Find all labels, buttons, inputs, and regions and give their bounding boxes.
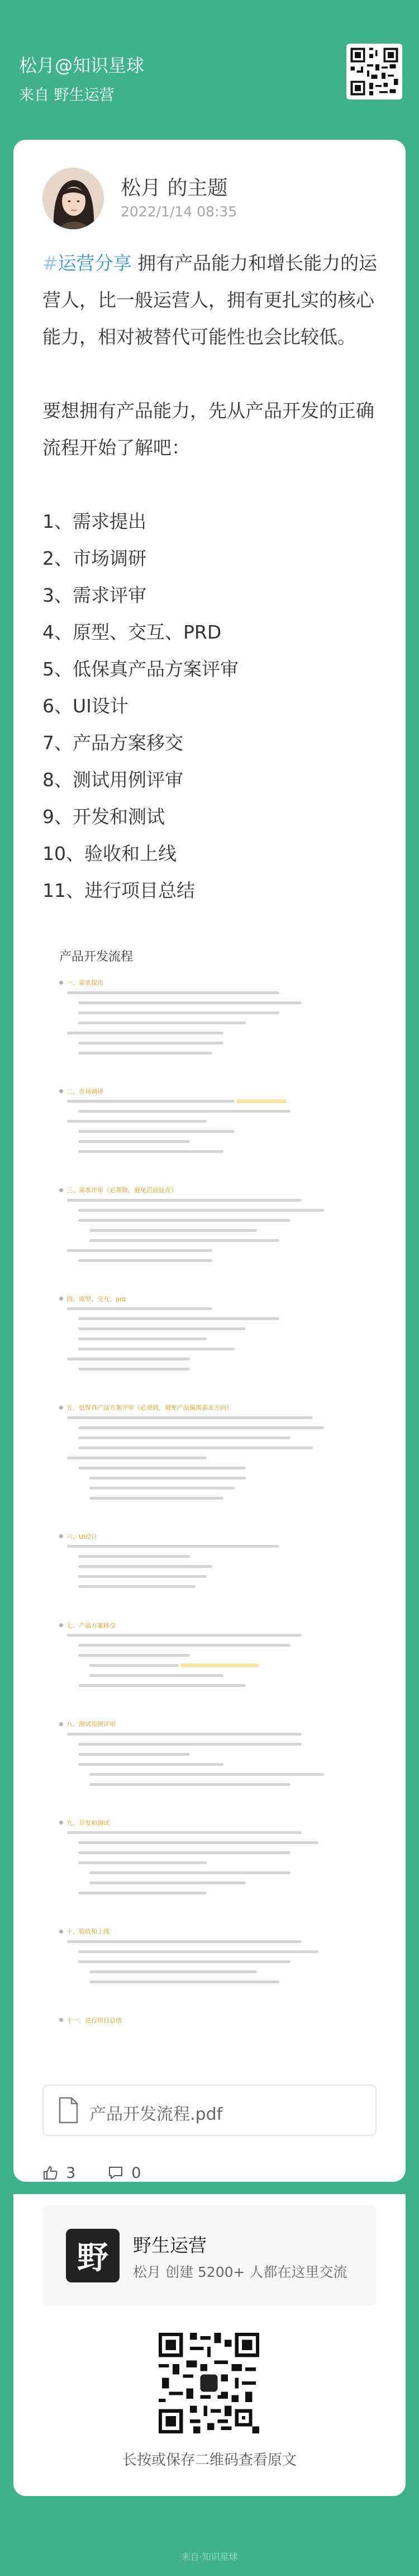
doc-text-placeholder bbox=[89, 1773, 324, 1776]
doc-text-placeholder bbox=[67, 1416, 313, 1419]
doc-section-title: 五、低保真产品方案评审（必须做，避免产品偏离需求方向） bbox=[66, 1404, 232, 1412]
doc-text-line bbox=[67, 1630, 372, 1641]
group-section bbox=[13, 2194, 406, 2496]
doc-text-placeholder bbox=[67, 1545, 279, 1548]
doc-text-line bbox=[78, 1422, 372, 1433]
doc-text-placeholder bbox=[78, 1327, 246, 1330]
doc-text-placeholder bbox=[78, 1426, 324, 1429]
doc-text-placeholder bbox=[89, 1871, 291, 1874]
doc-text-placeholder bbox=[78, 1447, 313, 1449]
doc-text-placeholder bbox=[78, 1753, 190, 1756]
comment-count: 0 bbox=[131, 2164, 141, 2182]
bullet-icon bbox=[59, 1089, 63, 1093]
doc-text-line bbox=[78, 1205, 372, 1215]
doc-section-header bbox=[59, 1086, 372, 1096]
doc-text-line bbox=[67, 1453, 372, 1463]
doc-text-line bbox=[78, 1888, 372, 1898]
doc-text-placeholder bbox=[78, 1130, 235, 1133]
topic-card bbox=[13, 140, 406, 2182]
doc-text-placeholder bbox=[78, 1892, 207, 1894]
doc-text-line bbox=[67, 987, 372, 998]
doc-section-title: 四、原型、交互、prd bbox=[66, 1295, 126, 1303]
bullet-icon bbox=[59, 1930, 63, 1934]
doc-text-placeholder bbox=[67, 1100, 235, 1103]
step-item: 1、需求提出 bbox=[42, 511, 146, 532]
doc-section-title: 一、需求提出 bbox=[66, 979, 103, 986]
doc-text-line bbox=[78, 1334, 372, 1344]
doc-text-line bbox=[67, 1354, 372, 1364]
page-header bbox=[0, 0, 419, 129]
doc-text-placeholder bbox=[67, 1733, 302, 1736]
doc-text-line bbox=[78, 1946, 372, 1956]
doc-text-line bbox=[67, 1117, 372, 1127]
comment-icon bbox=[108, 2165, 123, 2181]
doc-text-line bbox=[89, 1671, 372, 1681]
doc-text-line bbox=[78, 1463, 372, 1473]
bullet-icon bbox=[59, 1623, 63, 1627]
doc-text-placeholder bbox=[78, 1001, 302, 1004]
doc-text-line bbox=[67, 1542, 372, 1552]
doc-text-placeholder bbox=[78, 1219, 291, 1222]
doc-text-line bbox=[67, 1412, 372, 1422]
doc-section bbox=[59, 1532, 372, 1592]
doc-text-placeholder bbox=[78, 1317, 279, 1320]
step-item: 9、开发和测试 bbox=[42, 806, 165, 828]
doc-section-title: 三、需求评审（必须做，避免后面扯皮） bbox=[66, 1187, 177, 1194]
group-card[interactable] bbox=[42, 2205, 377, 2306]
doc-text-placeholder bbox=[89, 1674, 223, 1677]
doc-text-placeholder bbox=[78, 1861, 207, 1864]
doc-text-line bbox=[67, 1195, 372, 1205]
like-button[interactable] bbox=[42, 2164, 75, 2182]
doc-text-placeholder bbox=[67, 1249, 212, 1252]
doc-text-placeholder bbox=[78, 1644, 291, 1647]
doc-text-line bbox=[89, 1868, 372, 1878]
step-item: 8、测试用例评审 bbox=[42, 769, 183, 791]
doc-section-title: 七、产品方案移交 bbox=[66, 1622, 116, 1629]
bullet-icon bbox=[59, 1722, 63, 1726]
thumbs-up-icon bbox=[42, 2165, 58, 2181]
doc-section-title: 六、UI设计 bbox=[66, 1533, 98, 1540]
doc-text-line bbox=[89, 1977, 372, 1987]
doc-text-line bbox=[67, 1729, 372, 1739]
group-name: 野生运营 bbox=[133, 2234, 207, 2256]
doc-text-placeholder bbox=[78, 1585, 196, 1588]
doc-section bbox=[59, 1294, 372, 1374]
doc-section bbox=[59, 977, 372, 1058]
doc-section-header bbox=[59, 1185, 372, 1195]
doc-text-line bbox=[78, 1681, 372, 1691]
post-image[interactable] bbox=[42, 938, 377, 2081]
step-item: 5、低保真产品方案评审 bbox=[42, 658, 239, 680]
bullet-icon bbox=[59, 1406, 63, 1410]
doc-text-placeholder bbox=[89, 1487, 235, 1490]
doc-text-placeholder bbox=[78, 1763, 223, 1766]
qr-hint: 长按或保存二维码查看原文 bbox=[122, 2452, 297, 2469]
doc-text-placeholder bbox=[89, 1981, 279, 1983]
bullet-icon bbox=[59, 1534, 63, 1538]
doc-text-line bbox=[78, 1433, 372, 1443]
doc-text-placeholder bbox=[67, 991, 279, 994]
doc-section bbox=[59, 1620, 372, 1691]
attachment-file[interactable] bbox=[42, 2085, 377, 2136]
doc-text-placeholder bbox=[78, 1467, 246, 1469]
doc-text-line bbox=[78, 1038, 372, 1048]
doc-text-placeholder bbox=[89, 1664, 179, 1667]
doc-text-placeholder bbox=[89, 1239, 279, 1242]
topic-tag[interactable]: 运营分享 bbox=[58, 252, 132, 274]
doc-text-placeholder bbox=[78, 1140, 190, 1143]
doc-section-header bbox=[59, 1818, 372, 1828]
doc-text-line bbox=[78, 1255, 372, 1265]
step-item: 10、验收和上线 bbox=[42, 843, 177, 864]
doc-section-header bbox=[59, 1532, 372, 1542]
doc-text-placeholder bbox=[78, 1348, 235, 1350]
doc-text-placeholder bbox=[78, 1851, 291, 1854]
doc-text-line bbox=[67, 1304, 372, 1314]
step-item: 3、需求评审 bbox=[42, 584, 146, 606]
doc-text-placeholder bbox=[89, 1970, 257, 1973]
doc-text-line bbox=[78, 1858, 372, 1868]
doc-text-placeholder bbox=[78, 1150, 223, 1153]
doc-text-line bbox=[89, 1769, 372, 1779]
doc-section bbox=[59, 2015, 372, 2025]
doc-text-line bbox=[78, 1364, 372, 1374]
doc-text-line bbox=[78, 1582, 372, 1592]
footer-note: 来自·知识星球 bbox=[181, 2551, 238, 2562]
doc-text-line bbox=[89, 1483, 372, 1493]
doc-highlight bbox=[236, 1099, 287, 1103]
doc-text-placeholder bbox=[78, 1012, 279, 1014]
doc-text-placeholder bbox=[89, 1882, 246, 1884]
doc-text-placeholder bbox=[78, 1565, 212, 1568]
doc-text-line bbox=[78, 1127, 372, 1137]
doc-section-title: 九、开发和测试 bbox=[66, 1819, 109, 1827]
doc-text-placeholder bbox=[78, 1368, 190, 1370]
doc-text-line bbox=[78, 1956, 372, 1967]
doc-text-line bbox=[67, 1936, 372, 1946]
doc-section bbox=[59, 1926, 372, 1987]
doc-text-placeholder bbox=[78, 1950, 318, 1953]
doc-text-line bbox=[89, 1473, 372, 1483]
doc-text-line bbox=[78, 1651, 372, 1661]
step-item: 4、原型、交互、PRD bbox=[42, 621, 222, 643]
doc-section-title: 十一、进行项目总结 bbox=[66, 2016, 122, 2024]
doc-text-line bbox=[89, 1661, 372, 1671]
doc-text-placeholder bbox=[67, 1457, 207, 1459]
doc-text-line bbox=[78, 1147, 372, 1157]
comment-button[interactable] bbox=[108, 2164, 141, 2182]
intro-text: 拥有产品能力和增长能力的运营人，比一般运营人，拥有更扎实的核心能力，相对被替代可能性也会比较低。 bbox=[42, 252, 378, 348]
doc-text-placeholder bbox=[78, 1052, 212, 1055]
doc-text-line bbox=[67, 1828, 372, 1838]
doc-text-placeholder bbox=[78, 1042, 223, 1044]
doc-text-line bbox=[78, 1552, 372, 1562]
doc-text-placeholder bbox=[78, 1209, 324, 1212]
doc-text-line bbox=[67, 1245, 372, 1255]
group-description: 松月 创建 5200+ 人都在这里交流 bbox=[133, 2264, 347, 2280]
doc-text-placeholder bbox=[78, 1436, 291, 1439]
doc-text-line bbox=[78, 1324, 372, 1334]
doc-text-line bbox=[78, 1048, 372, 1058]
like-count: 3 bbox=[66, 2164, 76, 2182]
topic-stats bbox=[42, 2162, 173, 2182]
topic-author[interactable]: 松月 的主题 bbox=[121, 177, 228, 200]
hashtag-icon: # bbox=[42, 252, 58, 274]
doc-text-placeholder bbox=[78, 1654, 190, 1657]
doc-text-line bbox=[78, 1344, 372, 1354]
doc-text-placeholder bbox=[89, 1229, 257, 1232]
doc-section-header bbox=[59, 1402, 372, 1412]
doc-section bbox=[59, 1185, 372, 1265]
lead-paragraph: 要想拥有产品能力，先从产品开发的正确流程开始了解吧： bbox=[42, 400, 374, 459]
pdf-file-icon bbox=[58, 2097, 78, 2124]
group-logo: 野 bbox=[66, 2229, 120, 2282]
doc-text-line bbox=[78, 1641, 372, 1651]
doc-text-placeholder bbox=[78, 1110, 291, 1113]
doc-text-placeholder bbox=[67, 1634, 302, 1637]
doc-text-line bbox=[89, 1878, 372, 1888]
doc-highlight bbox=[180, 1663, 259, 1667]
doc-section-header bbox=[59, 1719, 372, 1729]
doc-text-placeholder bbox=[78, 1960, 291, 1963]
doc-text-placeholder bbox=[67, 1032, 223, 1034]
doc-section bbox=[59, 1818, 372, 1898]
doc-outline bbox=[59, 977, 372, 2029]
step-item: 2、市场调研 bbox=[42, 547, 146, 569]
doc-text-line bbox=[78, 1749, 372, 1759]
doc-text-placeholder bbox=[78, 1555, 190, 1558]
doc-text-placeholder bbox=[78, 1022, 246, 1024]
doc-text-line bbox=[78, 1838, 372, 1848]
doc-section-title: 十、验收和上线 bbox=[66, 1928, 109, 1936]
doc-text-line bbox=[78, 1314, 372, 1324]
doc-section-header bbox=[59, 2015, 372, 2025]
doc-section-header bbox=[59, 977, 372, 987]
doc-text-line bbox=[89, 1235, 372, 1245]
doc-text-placeholder bbox=[67, 1940, 302, 1943]
doc-text-placeholder bbox=[78, 1575, 207, 1578]
doc-text-line bbox=[78, 1008, 372, 1018]
doc-text-line bbox=[78, 1107, 372, 1117]
topic-date: 2022/1/14 08:35 bbox=[121, 204, 237, 220]
doc-text-placeholder bbox=[78, 1743, 302, 1746]
doc-text-line bbox=[78, 1759, 372, 1769]
doc-text-placeholder bbox=[67, 1358, 190, 1360]
doc-text-placeholder bbox=[78, 1259, 212, 1262]
doc-text-placeholder bbox=[67, 1307, 212, 1310]
doc-text-placeholder bbox=[78, 1337, 207, 1340]
topic-content bbox=[42, 245, 383, 909]
doc-text-line bbox=[67, 1096, 372, 1107]
doc-text-line bbox=[89, 1967, 372, 1977]
doc-section bbox=[59, 1719, 372, 1789]
doc-text-line bbox=[67, 1028, 372, 1038]
doc-section-title: 二、市场调研 bbox=[66, 1088, 103, 1095]
doc-text-line bbox=[78, 1739, 372, 1749]
attachment-name: 产品开发流程.pdf bbox=[89, 2105, 223, 2124]
step-item: 11、进行项目总结 bbox=[42, 880, 195, 901]
group-source: 来自 野生运营 bbox=[19, 87, 115, 104]
doc-text-placeholder bbox=[89, 1783, 291, 1786]
doc-text-line bbox=[78, 1215, 372, 1225]
doc-text-line bbox=[78, 998, 372, 1008]
planet-title: 松月@知识星球 bbox=[19, 55, 145, 76]
doc-section-title: 八、测试用例评审 bbox=[66, 1721, 116, 1728]
bullet-icon bbox=[59, 1297, 63, 1301]
intro-paragraph bbox=[42, 245, 383, 356]
doc-text-placeholder bbox=[89, 1497, 223, 1500]
doc-text-line bbox=[78, 1848, 372, 1858]
bullet-icon bbox=[59, 1188, 63, 1192]
doc-section-header bbox=[59, 1926, 372, 1936]
doc-text-placeholder bbox=[78, 1684, 246, 1687]
qr-code-icon[interactable] bbox=[346, 44, 402, 100]
doc-section bbox=[59, 1402, 372, 1503]
doc-section bbox=[59, 1086, 372, 1157]
doc-text-line bbox=[78, 1572, 372, 1582]
doc-text-line bbox=[78, 1562, 372, 1572]
bullet-icon bbox=[59, 981, 63, 985]
qr-code-icon[interactable] bbox=[159, 2333, 259, 2433]
doc-text-placeholder bbox=[89, 1477, 246, 1480]
doc-text-placeholder bbox=[78, 1841, 318, 1844]
step-item: 7、产品方案移交 bbox=[42, 732, 183, 754]
doc-text-line bbox=[78, 1137, 372, 1147]
bullet-icon bbox=[59, 1821, 63, 1825]
doc-text-line bbox=[89, 1779, 372, 1789]
doc-text-placeholder bbox=[67, 1199, 302, 1202]
doc-text-line bbox=[89, 1493, 372, 1503]
bullet-icon bbox=[59, 2018, 63, 2022]
avatar[interactable] bbox=[42, 168, 104, 229]
doc-section-header bbox=[59, 1620, 372, 1630]
doc-text-placeholder bbox=[67, 1120, 207, 1123]
doc-text-line bbox=[89, 1225, 372, 1235]
step-item: 6、UI设计 bbox=[42, 695, 128, 717]
doc-title: 产品开发流程 bbox=[59, 950, 134, 964]
doc-section-header bbox=[59, 1294, 372, 1304]
doc-text-line bbox=[78, 1443, 372, 1453]
doc-text-placeholder bbox=[67, 1831, 302, 1834]
doc-text-line bbox=[78, 1018, 372, 1028]
